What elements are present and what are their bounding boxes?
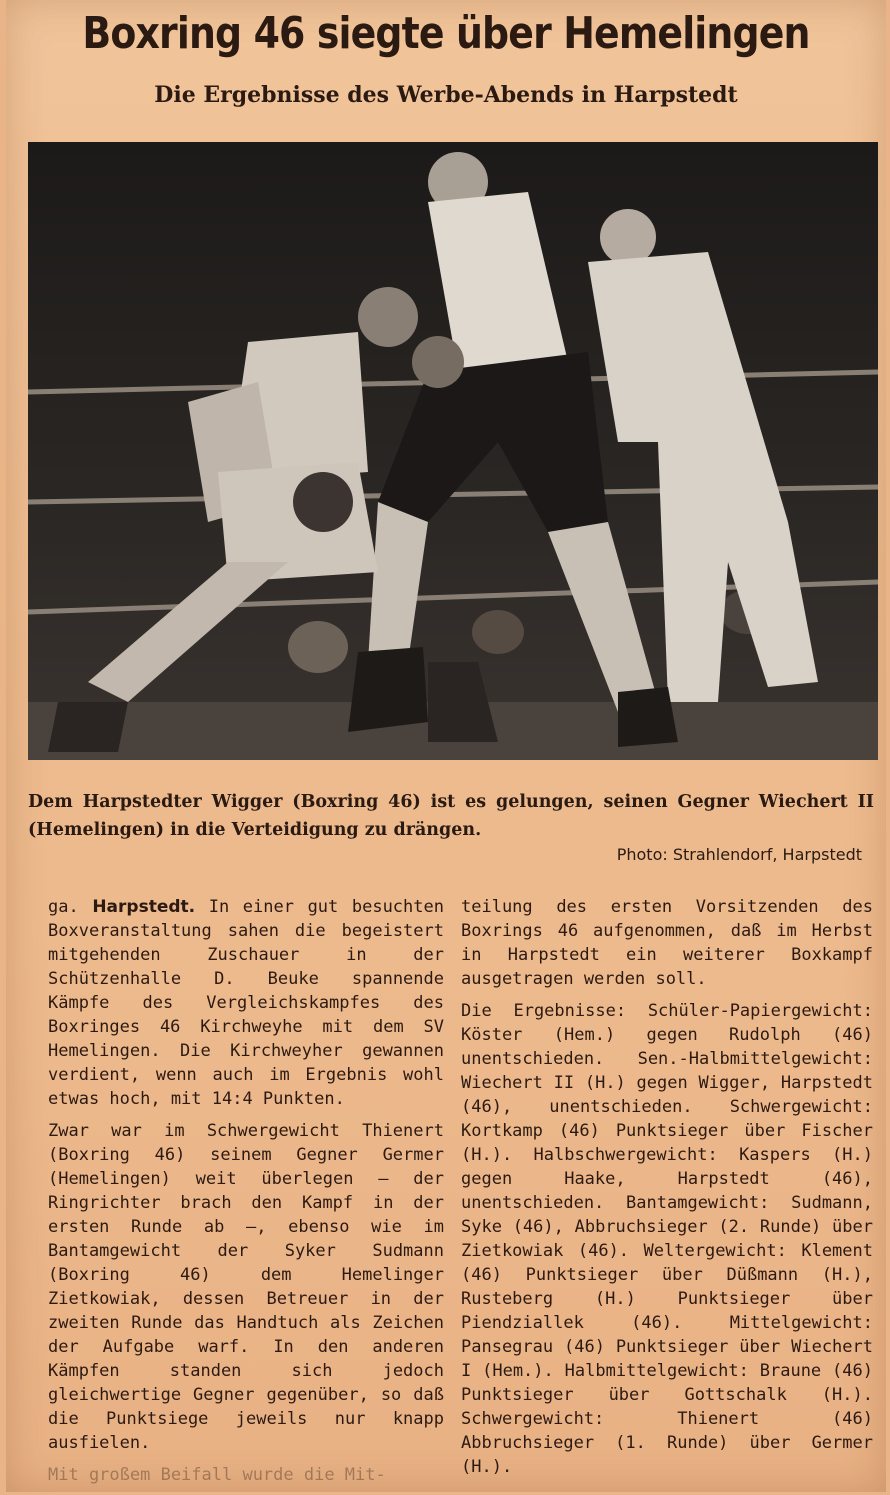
article-paragraph-3-continued: teilung des ersten Vorsitzenden des Boxrings 46 aufgenommen, daß im Herbst in Harpstedt ein weiterer Boxkampf ausgetragen werden soll. (461, 897, 873, 989)
headline: Boxring 46 siegte über Hemelingen (82, 8, 810, 59)
photo-caption: Dem Harpstedter Wigger (Boxring 46) ist es gelungen, seinen Gegner Wiechert II (Hemelingen) in die Verteidigung zu drängen. (28, 792, 874, 840)
article-column-left (48, 895, 444, 1495)
article-paragraph-1 (48, 895, 444, 1111)
subheadline: Die Ergebnisse des Werbe-Abends in Harpstedt (154, 82, 738, 108)
article-paragraph-3-start: Mit großem Beifall wurde die Mit- (48, 1465, 386, 1485)
dateline: Harpstedt. (92, 897, 196, 917)
photo-credit: Photo: Strahlendorf, Harpstedt (616, 845, 862, 864)
paragraph-1-text: In einer gut besuchten Boxveranstaltung sahen die begeistert mitgehenden Zuschauer in der Schützenhalle D. Beuke spannende Kämpfe des Vergleichskampfes des Boxringes 46 Kirchweyhe mit dem SV Hemelingen. Die Kirchweyher gewannen verdient, wenn auch im Ergebnis wohl etwas hoch, mit 14:4 Punkten. (48, 897, 444, 1109)
boxing-photo (28, 142, 878, 760)
article-column-right (461, 895, 873, 1487)
dateline-prefix: ga. (48, 897, 79, 917)
boxing-photo-illustration (28, 142, 878, 760)
newspaper-clipping (6, 0, 886, 1492)
results-paragraph: Die Ergebnisse: Schüler-Papiergewicht: Köster (Hem.) gegen Rudolph (46) unentschieden. Sen.-Halbmittelgewicht: Wiechert II (H.) gegen Wigger, Harpstedt (46), unentschieden. Schwergewicht: Kortkamp (46) Punktsieger über Fischer (H.). Halbschwergewicht: Kaspers (H.) gegen Haake, Harpstedt (46), unentschieden. Bantamgewicht: Sudmann, Syke (46), Abbruchsieger (2. Runde) über Zietkowiak (46). Weltergewicht: Klement (46) Punktsieger über Düßmann (H.), Rusteberg (H.) Punktsieger über Piendziallek (46). Mittelgewicht: Pansegrau (46) Punktsieger über Wiechert I (Hem.). Halbmittelgewicht: Braune (46) Punktsieger über Gottschalk (H.). Schwergewicht: Thienert (46) Abbruchsieger (1. Runde) über Germer (H.). (461, 1001, 873, 1477)
article-paragraph-2: Zwar war im Schwergewicht Thienert (Boxring 46) seinem Gegner Germer (Hemelingen) weit überlegen — der Ringrichter brach den Kampf in der ersten Runde ab —, ebenso wie im Bantamgewicht der Syker Sudmann (Boxring 46) dem Hemelinger Zietkowiak, dessen Betreuer in der zweiten Runde das Handtuch als Zeichen der Aufgabe warf. In den anderen Kämpfen standen sich jedoch gleichwertige Gegner gegenüber, so daß die Punktsiege jeweils nur knapp ausfielen. (48, 1121, 444, 1453)
